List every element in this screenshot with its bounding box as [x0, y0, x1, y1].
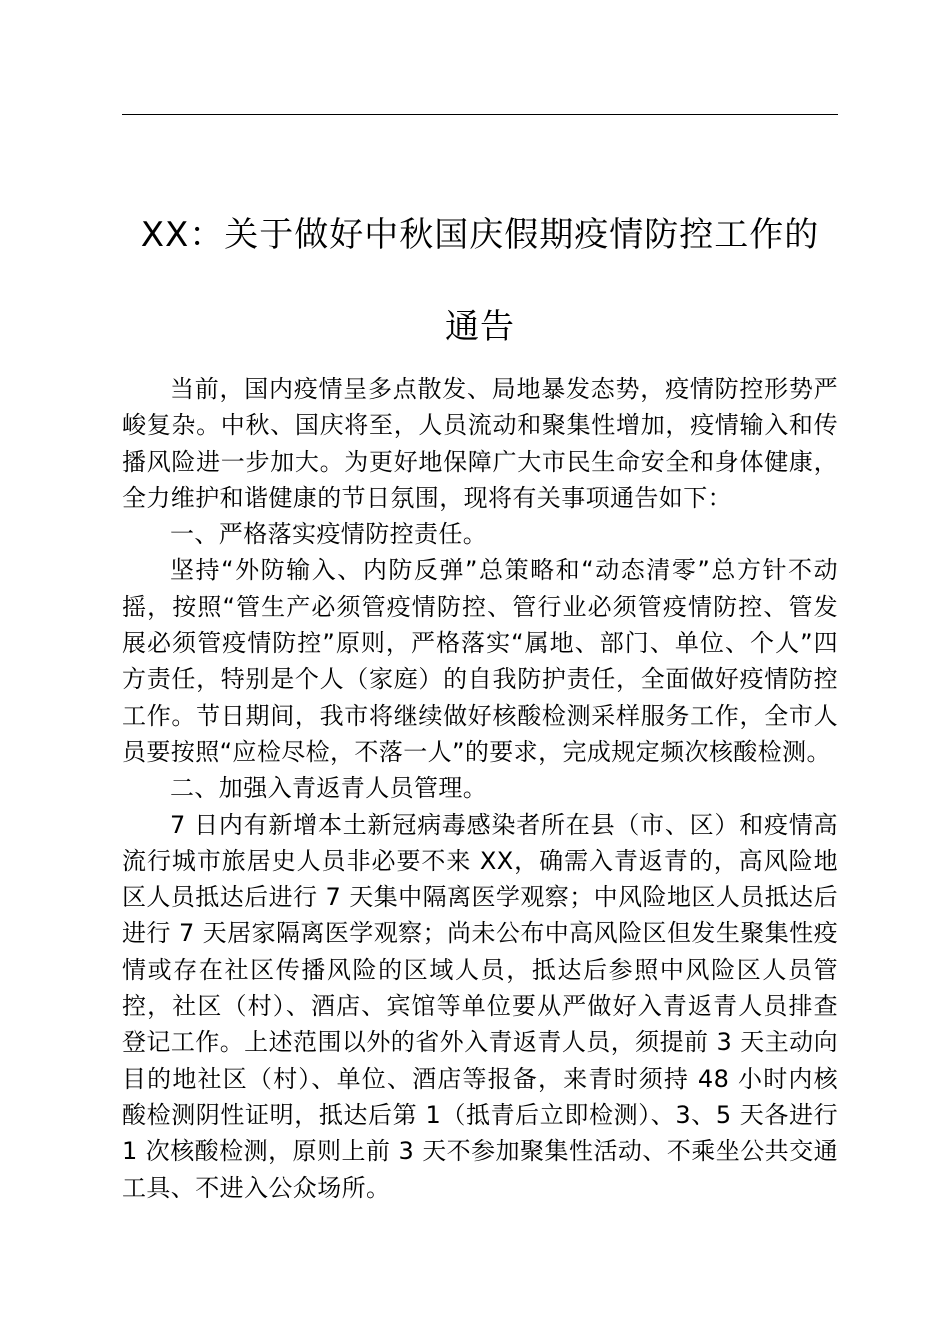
document-body [122, 371, 838, 1206]
section-heading-2: 二、加强入青返青人员管理。 [170, 774, 488, 803]
title-line-2: 通告 [445, 307, 515, 347]
header-rule [122, 114, 838, 115]
paragraph-intro: 当前，国内疫情呈多点散发、局地暴发态势，疫情防控形势严峻复杂。中秋、国庆将至，人员流动和聚集性增加，疫情输入和传播风险进一步加大。为更好地保障广大市民生命安全和身体健康，全力维护和谐健康的节日氛围，现将有关事项通告如下： [122, 375, 838, 512]
document-title [122, 206, 838, 356]
title-line-1: XX：关于做好中秋国庆假期疫情防控工作的 [140, 215, 820, 255]
section-heading-1: 一、严格落实疫情防控责任。 [170, 520, 488, 549]
paragraph-section-1: 坚持“外防输入、内防反弹”总策略和“动态清零”总方针不动摇，按照“管生产必须管疫情防控、管行业必须管疫情防控、管发展必须管疫情防控”原则，严格落实“属地、部门、单位、个人”四方责任，特别是个人（家庭）的自我防护责任，全面做好疫情防控工作。节日期间，我市将继续做好核酸检测采样服务工作，全市人员要按照“应检尽检，不落一人”的要求，完成规定频次核酸检测。 [122, 556, 838, 766]
paragraph-section-2: 7 日内有新增本土新冠病毒感染者所在县（市、区）和疫情高流行城市旅居史人员非必要不来 XX，确需入青返青的，高风险地区人员抵达后进行 7 天集中隔离医学观察；中风险地区人员抵达后进行 7 天居家隔离医学观察；尚未公布中高风险区但发生聚集性疫情或存在社区传播风险的区域人员，抵达后参照中风险区人员管控，社区（村）、酒店、宾馆等单位要从严做好入青返青人员排查登记工作。上述范围以外的省外入青返青人员，须提前 3 天主动向目的地社区（村）、单位、酒店等报备，来青时须持 48 小时内核酸检测阴性证明，抵达后第 1（抵青后立即检测）、3、5 天各进行 1 次核酸检测，原则上前 3 天不参加聚集性活动、不乘坐公共交通工具、不进入公众场所。 [122, 810, 838, 1202]
